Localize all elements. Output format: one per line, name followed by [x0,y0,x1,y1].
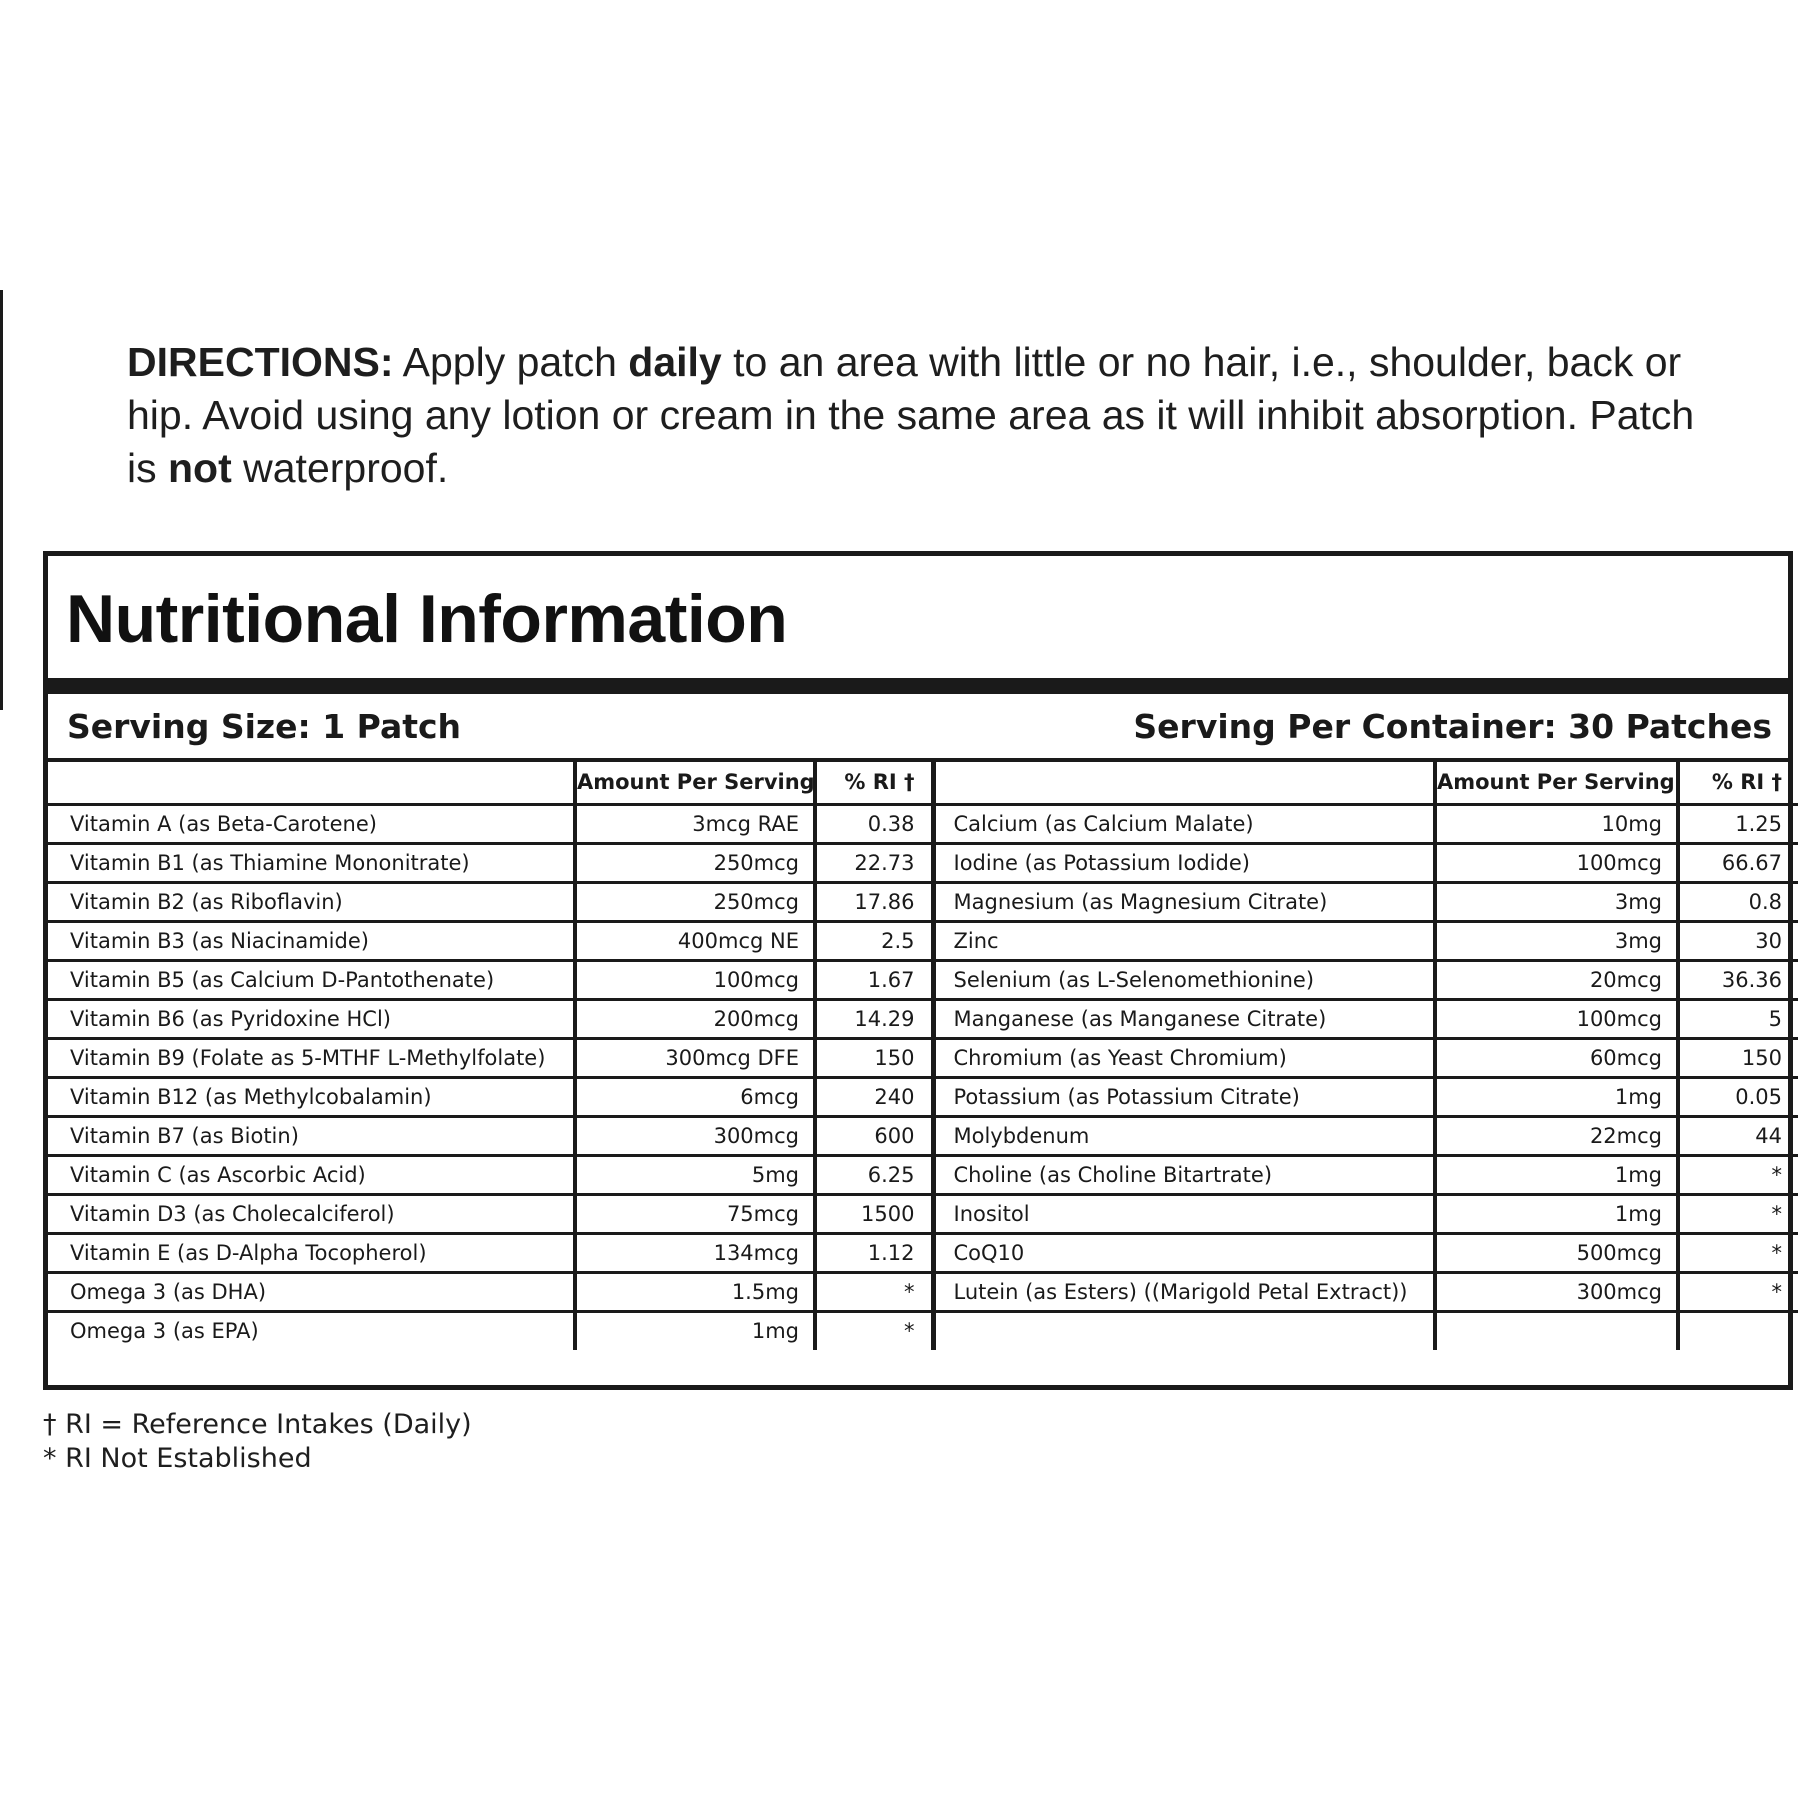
nutrient-amount-right: 1mg [1435,1155,1678,1194]
table-row [48,1272,1798,1311]
nutrient-amount-right: 100mcg [1435,999,1678,1038]
nutrient-name-left: Vitamin A (as Beta-Carotene) [48,804,575,843]
nutrient-name-right: CoQ10 [933,1233,1435,1272]
serving-size: Serving Size: 1 Patch [67,706,462,746]
table-row [48,1077,1798,1116]
nutrient-ri-right: 0.8 [1678,882,1798,921]
nutrient-ri-left: 0.38 [815,804,933,843]
nutrient-name-left: Vitamin B6 (as Pyridoxine HCl) [48,999,575,1038]
nutrient-ri-right: 66.67 [1678,843,1798,882]
nutrient-amount-right: 22mcg [1435,1116,1678,1155]
nutrient-name-right: Zinc [933,921,1435,960]
nutrient-ri-right: 36.36 [1678,960,1798,999]
footnotes [43,1408,472,1476]
table-row [48,1116,1798,1155]
nutrient-amount-left: 134mcg [575,1233,815,1272]
table-row [48,1233,1798,1272]
nutrient-amount-left: 75mcg [575,1194,815,1233]
nutrient-table [48,762,1798,1350]
header-amount-right: Amount Per Serving [1435,762,1678,804]
nutrient-ri-right: * [1678,1233,1798,1272]
table-row [48,804,1798,843]
nutrient-name-left: Vitamin B12 (as Methylcobalamin) [48,1077,575,1116]
serving-bar [48,694,1788,762]
nutrient-name-left: Vitamin C (as Ascorbic Acid) [48,1155,575,1194]
nutrient-name-left: Omega 3 (as DHA) [48,1272,575,1311]
nutrient-ri-left: 22.73 [815,843,933,882]
nutrient-ri-right: 5 [1678,999,1798,1038]
nutrient-ri-left: 600 [815,1116,933,1155]
nutrient-ri-left: 1500 [815,1194,933,1233]
nutrient-ri-left: 14.29 [815,999,933,1038]
header-ri-left: % RI † [815,762,933,804]
nutrient-ri-right: * [1678,1194,1798,1233]
nutrient-ri-left: 17.86 [815,882,933,921]
nutrient-amount-right: 3mg [1435,882,1678,921]
nutrient-name-right: Iodine (as Potassium Iodide) [933,843,1435,882]
nutrient-name-right: Molybdenum [933,1116,1435,1155]
panel-title: Nutritional Information [66,581,788,657]
nutrient-name-left: Vitamin B2 (as Riboflavin) [48,882,575,921]
nutrient-ri-right: * [1678,1272,1798,1311]
nutrition-panel [43,551,1793,1390]
nutrient-amount-left: 6mcg [575,1077,815,1116]
nutrient-amount-left: 300mcg DFE [575,1038,815,1077]
nutrient-name-right: Selenium (as L-Selenomethionine) [933,960,1435,999]
nutrient-name-right: Manganese (as Manganese Citrate) [933,999,1435,1038]
nutrient-ri-left: * [815,1272,933,1311]
nutrient-name-right: Calcium (as Calcium Malate) [933,804,1435,843]
directions-bold-not: not [168,445,232,491]
directions-text-1: Apply patch [393,339,629,385]
nutrient-ri-left: 1.67 [815,960,933,999]
nutrient-name-left: Vitamin B3 (as Niacinamide) [48,921,575,960]
nutrient-ri-left: 1.12 [815,1233,933,1272]
title-bar [48,556,1788,694]
header-ri-right: % RI † [1678,762,1798,804]
nutrient-amount-right: 300mcg [1435,1272,1678,1311]
nutrient-amount-left: 100mcg [575,960,815,999]
nutrient-name-left: Vitamin B1 (as Thiamine Mononitrate) [48,843,575,882]
nutrient-amount-right: 1mg [1435,1077,1678,1116]
nutrient-amount-right: 100mcg [1435,843,1678,882]
nutrient-amount-right [1435,1311,1678,1350]
nutrient-name-right: Magnesium (as Magnesium Citrate) [933,882,1435,921]
header-name-left [48,762,575,804]
table-row [48,999,1798,1038]
left-edge-rule [0,290,3,710]
nutrient-ri-right: 44 [1678,1116,1798,1155]
nutrient-amount-left: 5mg [575,1155,815,1194]
table-row [48,1194,1798,1233]
table-row [48,1155,1798,1194]
nutrient-amount-left: 250mcg [575,882,815,921]
nutrient-name-left: Omega 3 (as EPA) [48,1311,575,1350]
nutrient-name-left: Vitamin D3 (as Cholecalciferol) [48,1194,575,1233]
table-row [48,1038,1798,1077]
nutrient-name-right: Choline (as Choline Bitartrate) [933,1155,1435,1194]
nutrient-name-right [933,1311,1435,1350]
nutrient-name-right: Chromium (as Yeast Chromium) [933,1038,1435,1077]
nutrient-name-right: Potassium (as Potassium Citrate) [933,1077,1435,1116]
nutrient-amount-right: 20mcg [1435,960,1678,999]
directions-text [127,336,1727,495]
nutrient-ri-right: 150 [1678,1038,1798,1077]
footnote-asterisk: * RI Not Established [43,1443,312,1474]
nutrient-ri-left: 150 [815,1038,933,1077]
nutrient-ri-left: 6.25 [815,1155,933,1194]
nutrient-amount-right: 60mcg [1435,1038,1678,1077]
table-body [48,804,1798,1350]
directions-text-2: to an area with little or no hair, i.e., shoulder, back or hip. Avoid using any lotion or cream in the same area as it will inhibit absorption. Patch is [127,339,1695,491]
nutrient-ri-left: 2.5 [815,921,933,960]
nutrient-amount-right: 3mg [1435,921,1678,960]
nutrient-name-left: Vitamin B9 (Folate as 5-MTHF L-Methylfolate) [48,1038,575,1077]
table-row [48,843,1798,882]
nutrient-ri-left: 240 [815,1077,933,1116]
table-row [48,1311,1798,1350]
table-row [48,921,1798,960]
nutrient-amount-left: 1.5mg [575,1272,815,1311]
nutrient-name-left: Vitamin B5 (as Calcium D-Pantothenate) [48,960,575,999]
table-row [48,882,1798,921]
nutrient-ri-right: 1.25 [1678,804,1798,843]
nutrient-name-right: Lutein (as Esters) ((Marigold Petal Extract)) [933,1272,1435,1311]
directions-bold-daily: daily [628,339,722,385]
nutrient-ri-right [1678,1311,1798,1350]
nutrient-name-left: Vitamin B7 (as Biotin) [48,1116,575,1155]
directions-text-3: waterproof. [231,445,449,491]
nutrient-name-right: Inositol [933,1194,1435,1233]
nutrient-name-left: Vitamin E (as D-Alpha Tocopherol) [48,1233,575,1272]
nutrient-ri-left: * [815,1311,933,1350]
footnote-dagger: † RI = Reference Intakes (Daily) [43,1409,472,1440]
nutrient-amount-left: 300mcg [575,1116,815,1155]
nutrient-amount-left: 250mcg [575,843,815,882]
nutrient-amount-right: 500mcg [1435,1233,1678,1272]
nutrient-ri-right: 0.05 [1678,1077,1798,1116]
header-name-right [933,762,1435,804]
header-amount-left: Amount Per Serving [575,762,815,804]
nutrient-amount-right: 10mg [1435,804,1678,843]
nutrient-amount-left: 1mg [575,1311,815,1350]
nutrient-amount-left: 200mcg [575,999,815,1038]
nutrient-ri-right: * [1678,1155,1798,1194]
nutrient-amount-left: 3mcg RAE [575,804,815,843]
table-header-row [48,762,1798,804]
table-row [48,960,1798,999]
nutrient-amount-right: 1mg [1435,1194,1678,1233]
nutrient-amount-left: 400mcg NE [575,921,815,960]
serving-per-container: Serving Per Container: 30 Patches [1133,706,1772,746]
directions-label: DIRECTIONS: [127,339,394,385]
nutrient-ri-right: 30 [1678,921,1798,960]
